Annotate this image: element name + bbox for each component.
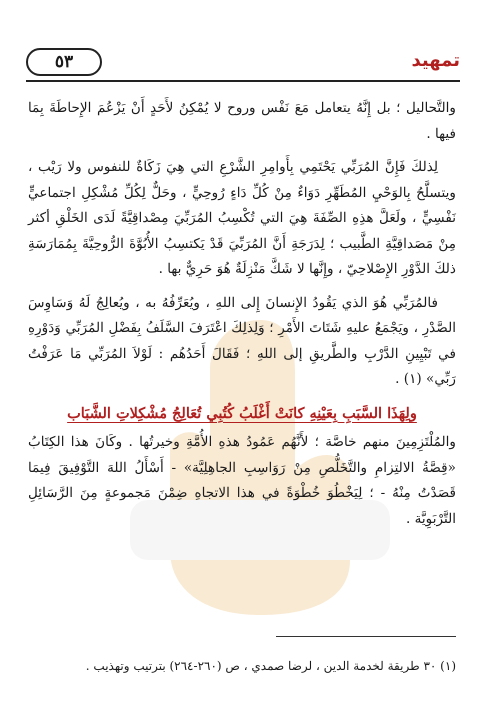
closing-paragraph: والمُلْتَزِمِينَ منهم خاصَّة ؛ لأَنَّهُم عَمُودُ هذهِ الأُمَّةِ وخيرتُها . وكَانَ هذا الكِتَابُ «قِصَّةُ الالتِزامِ والتَّخَلُّصِ مِنْ رَوَاسِبِ الجاهِلِيَّة» - أَسْأَلُ اللهَ التَّوْفِيقَ فِيمَا قَصَدْتُ مِنْهُ - ؛ لِيَخْطُوَ خُطْوَةً في هذا الاتجاهِ ضِمْنَ مَجموعةٍ مِنَ الرَّسَائِلِ التَّرْبَوِيَّة . <box>28 434 456 527</box>
footnote: (١) ٣٠ طريقة لخدمة الدين ، لرضا صمدي ، ص (٢٦٠-٢٦٤) بترتيب وتهذيب . <box>85 659 456 673</box>
chapter-title: تمهيد <box>411 50 460 71</box>
paragraph-3: فالمُرَبِّي هُوَ الذي يَقُودُ الإِنسانَ إِلى اللهِ ، ويُعَرِّفُهُ به ، ويُعالِجُ لَهُ وَسَاوِسَ الصَّدْرِ ، ويَجْمَعُ عليهِ شَتَاتَ الأَمْرِ ؛ وَلِذلِكَ اعْتَرَفَ السَّلَفُ بِفَضْلِ المُرَبِّي وَدَوْرِهِ في تَبْيِينِ الدَّرْبِ والطَّريقِ إلى اللهِ ؛ فَقَالَ أَحَدُهُم : لَوْلاَ المُرَبِّي مَا عَرَفْتُ رَبِّي» (١) . <box>28 294 456 387</box>
page-number-badge: ٥٣ <box>26 48 102 76</box>
paragraph-1: والتَّحاليل ؛ بل إِنَّهُ يتعامل مَعَ نَفْس وروح لا يُمْكِنُ لأَحَدٍ أَنْ يَزْعُمَ الإِحاطَةَ بِمَا فيها . <box>28 100 456 142</box>
paragraph-2: لِذلكَ فَإِنَّ المُرَبِّي يَحْتَمِي بِأَوامِرِ الشَّرْعِ التي هِيَ زَكَاةٌ للنفوس ولا رَيْب ، ويتسلَّحُ بِالوَحْيِ المُطَهِّرِ دَوَاءٌ مِنْ كُلِّ دَاءٍ رُوحِيٍّ ، وحَلٌّ لِكُلِّ مُشْكِلِ اجتماعيٍّ نَفْسِيٍّ ، ولَعَلَّ هذِهِ الصِّفَةَ هِيَ التي تُكْسِبُ المُرَبِّيَ مِصْداقِيَّةً لَدَى الخَلْقِ أكثر مِنْ مَصَداقِيَّةِ الطَّبيب ؛ لِدَرَجَةِ أَنَّ المُرَبِّيَ قَدْ يَكتسِبُ الأُبُوَّةَ الرُّوحِيَّةَ بِمُمَارَسَةِ ذلكَ الدَّوْرِ الإِصْلاحِيّ ، وإِنَّها لا شَكَّ مَنْزِلَةٌ هُوَ حَرِيٌّ بها . <box>28 159 456 277</box>
page-header <box>26 44 460 82</box>
footnote-divider <box>276 636 456 637</box>
section-heading: ولِهَذَا السَّبَبِ بِعَيْنِهِ كانَتْ أَغْلَبُ كُتُبِي تُعَالِجُ مُشْكِلاتِ الشَّبَاب <box>67 404 417 422</box>
main-text <box>28 96 456 540</box>
